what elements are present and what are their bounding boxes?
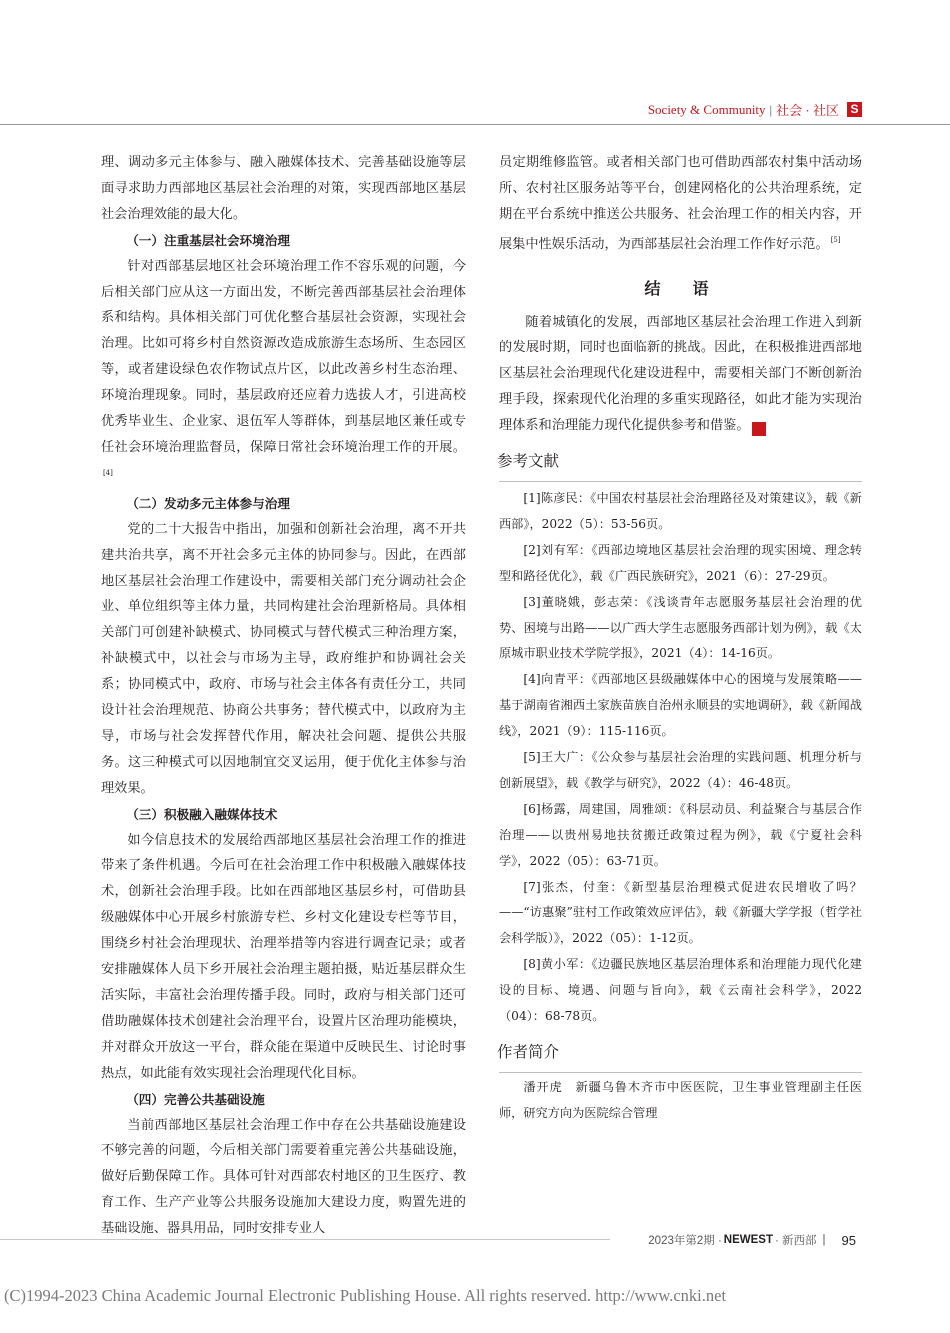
paragraph: 党的二十大报告中指出，加强和创新社会治理，离不开共建共治共享，离不开社会多元主体的协同参与。因此，在西部地区基层社会治理工作建设中，需要相关部门充分调动社会企业、单位组织等主体力量，共同构建社会治理新格局。具体相关部门可创建补缺模式、协同模式与替代模式三种治理方案，补缺模式中，以社会与市场为主导，政府维护和协调社会关系；协同模式中，政府、市场与社会主体各有责任分工，共同设计社会治理规范、协商公共事务；替代模式中，以政府为主导，市场与社会发挥替代作用，解决社会问题、提供公共服务。这三种模式可以因地制宜交叉运用，便于优化主体参与治理效果。 bbox=[101, 521, 466, 796]
footer-separator: | bbox=[822, 1234, 826, 1246]
page-footer bbox=[648, 1232, 856, 1248]
end-mark-icon: ◆ bbox=[752, 422, 766, 436]
section-heading: （二）发动多元主体参与治理 bbox=[126, 495, 290, 511]
page-number: 95 bbox=[841, 1232, 856, 1248]
reference-item: [2]刘有军：《西部边境地区基层社会治理的现实困境、理念转型和路径优化》，载《广西民族研究》，2021（6）：27-29页。 bbox=[499, 542, 862, 583]
reference-item: [3]董晓娥，彭志荣：《浅谈青年志愿服务基层社会治理的优势、困境与出路——以广西大学生志愿服务西部计划为例》，载《太原城市职业技术学院学报》，2021（4）：14-16页。 bbox=[499, 594, 862, 661]
paragraph: 员定期维修监管。或者相关部门也可借助西部农村集中活动场所、农村社区服务站等平台，创建网格化的公共治理系统，定期在平台系统中推送公共服务、社会治理工作的相关内容，开展集中性娱乐活动，为西部基层社会治理工作作好示范。 [5] bbox=[499, 155, 862, 252]
left-column bbox=[101, 150, 466, 1242]
header-rule bbox=[0, 124, 950, 125]
footer-rule bbox=[0, 1239, 610, 1240]
reference-item: [4]向青平：《西部地区县级融媒体中心的困境与发展策略——基于湖南省湘西土家族苗族自治州永顺县的实地调研》，载《新闻战线》，2021（9）：115-116页。 bbox=[499, 672, 862, 739]
copyright-line: (C)1994-2023 China Academic Journal Electronic Publishing House. All rights reserved. http://www.cnki.net bbox=[4, 1286, 727, 1305]
citation: [5] bbox=[830, 235, 841, 244]
footer-journal: · 新西部 bbox=[775, 1235, 817, 1247]
header-section-en: Society & Community bbox=[647, 101, 766, 117]
reference-list bbox=[499, 481, 862, 1030]
section-heading: （四）完善公共基础设施 bbox=[126, 1091, 265, 1107]
author-bio-title: 作者简介 bbox=[497, 1043, 560, 1061]
conclusion-paragraph: 随着城镇化的发展，西部地区基层社会治理工作进入到新的发展时期，同时也面临新的挑战。因此，在积极推进西部地区基层社会治理现代化建设进程中，需要相关部门不断创新治理手段，探索现代化治理的多重实现路径，如此才能为实现治理体系和治理能力现代化提供参考和借鉴。 ◆ bbox=[499, 314, 862, 435]
reference-item: [5]王大广：《公众参与基层社会治理的实践问题、机理分析与创新展望》，载《教学与研究》，2022（4）：46-48页。 bbox=[499, 750, 862, 790]
right-column bbox=[499, 150, 862, 1127]
paragraph: 理、调动多元主体参与、融入融媒体技术、完善基础设施等层面寻求助力西部地区基层社会治理的对策，实现西部地区基层社会治理效能的最大化。 bbox=[101, 155, 466, 222]
author-bio: 潘开虎 新疆乌鲁木齐市中医医院，卫生事业管理副主任医师，研究方向为医院综合管理 bbox=[499, 1072, 862, 1127]
header-separator: | bbox=[769, 101, 773, 117]
footer-issue: 2023年第2期 · bbox=[648, 1235, 722, 1247]
reference-item: [7]张杰，付奎：《新型基层治理模式促进农民增收了吗？——“访惠聚”驻村工作政策效应评估》，载《新疆大学学报（哲学社会科学版）》，2022（05）：1-12页。 bbox=[499, 879, 862, 946]
paragraph: 针对西部基层地区社会环境治理工作不容乐观的问题，今后相关部门应从这一方面出发，不断完善西部基层社会治理体系和结构。具体相关部门可优化整合基层社会资源，实现社会治理。比如可将乡村自然资源改造成旅游生态场所、生态园区等，或者建设绿色农作物试点片区，以此改善乡村生态治理、环境治理现象。同时，基层政府还应着力选拔人才，引进高校优秀毕业生、企业家、退伍军人等群体，到基层地区兼任或专任社会环境治理监督员，保障日常社会环境治理工作的开展。[4] bbox=[101, 258, 466, 477]
reference-item: [6]杨露，周建国，周雅颂：《科层动员、利益聚合与基层合作治理——以贵州易地扶贫搬迁政策过程为例》，载《宁夏社会科学》，2022（05）：63-71页。 bbox=[499, 801, 862, 868]
paragraph: 当前西部地区基层社会治理工作中存在公共基础设施建设不够完善的问题，今后相关部门需要着重完善公共基础设施，做好后勤保障工作。具体可针对西部农村地区的卫生医疗、教育工作、生产产业等公共服务设施加大建设力度，购置先进的基础设施、器具用品，同时安排专业人 bbox=[101, 1117, 466, 1237]
section-heading: （三）积极融入融媒体技术 bbox=[126, 806, 278, 822]
reference-item: [8]黄小军：《边疆民族地区基层治理体系和治理能力现代化建设的目标、境遇、问题与旨向》，载《云南社会科学》，2022（04）：68-78页。 bbox=[499, 957, 862, 1024]
references-title: 参考文献 bbox=[497, 452, 560, 471]
conclusion-title: 结 语 bbox=[644, 278, 717, 298]
reference-item: [1]陈彦民：《中国农村基层社会治理路径及对策建议》，载《新西部》，2022（5）：53-56页。 bbox=[499, 490, 862, 531]
running-header bbox=[648, 100, 862, 119]
paragraph: 如今信息技术的发展给西部地区基层社会治理工作的推进带来了条件机遇。今后可在社会治理工作中积极融入融媒体技术，创新社会治理手段。比如在西部地区基层乡村，可借助县级融媒体中心开展乡村旅游专栏、乡村文化建设专栏等节目，围绕乡村社会治理现状、治理举措等内容进行调查记录；或者安排融媒体人员下乡开展社会治理主题拍摄，贴近基层群众生活实际，丰富社会治理传播手段。同时，政府与相关部门还可借助融媒体技术创建社会治理平台，设置片区治理功能模块，并对群众开放这一平台，群众能在渠道中反映民生、讨论时事热点，如此能有效实现社会治理现代化目标。 bbox=[101, 832, 466, 1081]
citation: [4] bbox=[103, 468, 113, 477]
journal-logo: NEWEST bbox=[723, 1234, 773, 1246]
header-section-cn: 社会 · 社区 bbox=[776, 103, 839, 118]
section-heading: （一）注重基层社会环境治理 bbox=[126, 232, 290, 248]
section-badge: S bbox=[847, 102, 862, 117]
